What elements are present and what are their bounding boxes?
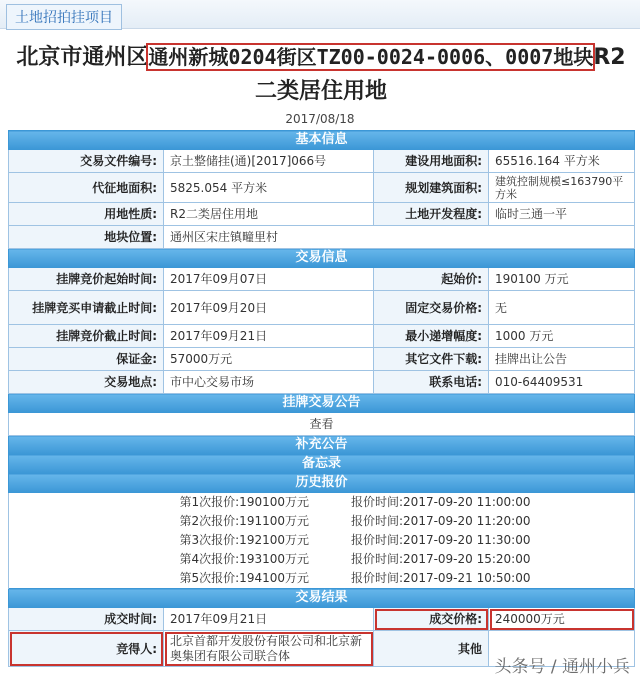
development-label: 土地开发程度: [374, 203, 489, 226]
basic-info-header: 基本信息 [9, 131, 635, 150]
deal-time-label: 成交时间: [9, 608, 164, 631]
history-price: 第1次报价:190100万元 [179, 495, 309, 509]
phone-label: 联系电话: [374, 371, 489, 394]
fixed-price-value: 无 [489, 291, 635, 325]
history-row [9, 493, 635, 513]
result-header: 交易结果 [9, 589, 635, 608]
land-area-value: 65516.164 平方米 [489, 150, 635, 173]
planned-area-value: 建筑控制规模≤163790平方米 [489, 173, 635, 203]
history-header: 历史报价 [9, 474, 635, 493]
watermark: 头条号 / 通州小兵 [494, 657, 630, 677]
deal-price-value: 240000万元 [489, 608, 635, 631]
bid-start-value: 2017年09月07日 [164, 268, 374, 291]
deal-time-value: 2017年09月21日 [164, 608, 374, 631]
history-time: 报价时间:2017-09-20 11:00:00 [351, 495, 531, 509]
planned-area-label: 规划建筑面积: [374, 173, 489, 203]
apply-deadline-value: 2017年09月20日 [164, 291, 374, 325]
location-label: 地块位置: [9, 226, 164, 249]
view-notice-link[interactable]: 查看 [9, 413, 635, 436]
bid-end-label: 挂牌竞价截止时间: [9, 325, 164, 348]
deposit-value: 57000万元 [164, 348, 374, 371]
title-prefix: 北京市通州区 [16, 45, 149, 70]
publish-date: 2017/08/18 [285, 112, 355, 126]
history-row [9, 550, 635, 569]
memo-header[interactable]: 备忘录 [9, 455, 635, 474]
deposit-label: 保证金: [9, 348, 164, 371]
phone-value: 010-64409531 [489, 371, 635, 394]
download-link[interactable]: 挂牌出让公告 [489, 348, 635, 371]
fixed-price-label: 固定交易价格: [374, 291, 489, 325]
title-highlight: 通州新城0204街区TZ00-0024-0006、0007地块 [148, 45, 594, 69]
land-area-label: 建设用地面积: [374, 150, 489, 173]
land-use-value: R2二类居住用地 [164, 203, 374, 226]
supplement-header[interactable]: 补充公告 [9, 436, 635, 455]
land-use-label: 用地性质: [9, 203, 164, 226]
tab-land-projects[interactable]: 土地招拍挂项目 [6, 4, 122, 30]
download-label: 其它文件下载: [374, 348, 489, 371]
start-price-value: 190100 万元 [489, 268, 635, 291]
apply-deadline-label: 挂牌竞买申请截止时间: [9, 291, 164, 325]
tab-bar [0, 0, 640, 29]
history-price: 第4次报价:193100万元 [179, 552, 309, 566]
venue-label: 交易地点: [9, 371, 164, 394]
history-time: 报价时间:2017-09-20 11:30:00 [351, 533, 531, 547]
history-row [9, 531, 635, 550]
location-value: 通州区宋庄镇疃里村 [164, 226, 635, 249]
history-time: 报价时间:2017-09-20 15:20:00 [351, 552, 531, 566]
bid-start-label: 挂牌竞价起始时间: [9, 268, 164, 291]
winner-label: 竞得人: [9, 631, 164, 667]
page-title [8, 40, 634, 109]
file-number-label: 交易文件编号: [9, 150, 164, 173]
history-price: 第5次报价:194100万元 [179, 571, 309, 585]
other-label: 其他 [374, 631, 489, 667]
history-time: 报价时间:2017-09-20 11:20:00 [351, 514, 531, 528]
start-price-label: 起始价: [374, 268, 489, 291]
file-number-value: 京土整储挂(通)[2017]066号 [164, 150, 374, 173]
min-increment-label: 最小递增幅度: [374, 325, 489, 348]
trade-info-header: 交易信息 [9, 249, 635, 268]
deal-price-label: 成交价格: [374, 608, 489, 631]
notice-header: 挂牌交易公告 [9, 394, 635, 413]
history-price: 第2次报价:191100万元 [179, 514, 309, 528]
history-time: 报价时间:2017-09-21 10:50:00 [351, 571, 531, 585]
bid-end-value: 2017年09月21日 [164, 325, 374, 348]
history-row [9, 512, 635, 531]
info-table [8, 130, 635, 667]
history-row [9, 569, 635, 589]
development-value: 临时三通一平 [489, 203, 635, 226]
min-increment-value: 1000 万元 [489, 325, 635, 348]
history-price: 第3次报价:192100万元 [179, 533, 309, 547]
winner-value: 北京首都开发股份有限公司和北京新奥集团有限公司联合体 [164, 631, 374, 667]
levy-area-value: 5825.054 平方米 [164, 173, 374, 203]
venue-value: 市中心交易市场 [164, 371, 374, 394]
levy-area-label: 代征地面积: [9, 173, 164, 203]
title-suffix: R2二类居住用地 [254, 45, 626, 104]
